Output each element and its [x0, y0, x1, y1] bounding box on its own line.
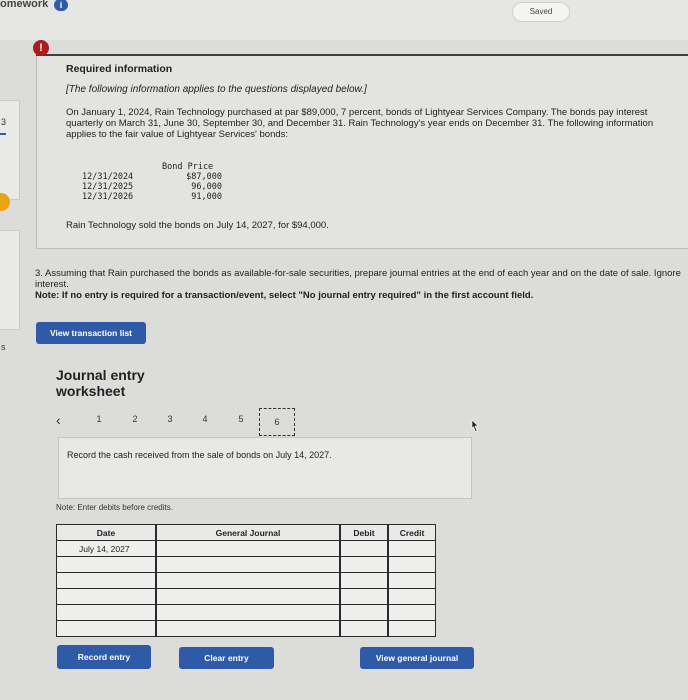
left-rail: [0, 40, 22, 700]
credit-cell[interactable]: [388, 604, 436, 621]
general-journal-column-header: General Journal: [156, 524, 340, 541]
question-note: Note: If no entry is required for a transaction/event, select "No journal entry required" in the first account field.: [35, 290, 534, 301]
entry-description-box: [58, 437, 472, 499]
credit-cell[interactable]: [388, 572, 436, 589]
table-header-row: [56, 524, 436, 541]
view-transaction-list-button[interactable]: View transaction list: [36, 322, 146, 344]
debit-column-header: Debit: [340, 524, 388, 541]
rail-label: s: [1, 342, 6, 352]
bond-date: 12/31/2025: [82, 182, 134, 192]
required-info-subtitle: [The following information applies to the questions displayed below.]: [66, 84, 367, 95]
bond-price-header: Bond Price: [162, 162, 214, 172]
account-cell[interactable]: [156, 572, 340, 589]
table-row: [56, 572, 436, 589]
date-cell[interactable]: [56, 588, 156, 605]
panel-divider: [36, 54, 688, 56]
date-column-header: Date: [56, 524, 156, 541]
top-bar: [0, 0, 688, 40]
debit-cell[interactable]: [340, 620, 388, 637]
date-cell[interactable]: [56, 620, 156, 637]
question-text: 3. Assuming that Rain purchased the bonds as available-for-sale securities, prepare journal entries at the end of each year and on the date of sale. Ignore interest.: [35, 268, 681, 290]
table-row: [56, 556, 436, 573]
enter-debits-note: Note: Enter debits before credits.: [56, 503, 173, 512]
account-cell[interactable]: [156, 620, 340, 637]
credit-cell[interactable]: [388, 556, 436, 573]
alert-icon: !: [33, 40, 49, 56]
rail-question-tab[interactable]: [0, 100, 20, 200]
date-cell[interactable]: [56, 572, 156, 589]
required-info-title: Required information: [66, 63, 173, 75]
account-cell[interactable]: [156, 588, 340, 605]
bond-date: 12/31/2026: [82, 192, 134, 202]
saved-indicator: Saved: [512, 2, 570, 22]
account-cell[interactable]: [156, 556, 340, 573]
table-row: [56, 620, 436, 637]
question: [35, 268, 688, 301]
credit-cell[interactable]: [388, 588, 436, 605]
required-info-paragraph: On January 1, 2024, Rain Technology purchased at par $89,000, 7 percent, bonds of Lightyear Services Company. The bonds pay interest quarterly on March 31, June 30, September 30, and December 31. Rain Technology's year ends on December 31. The following information applies to the fair value of Lightyear Services' bonds:: [66, 107, 654, 140]
account-cell[interactable]: [156, 604, 340, 621]
info-icon[interactable]: i: [54, 0, 68, 11]
record-entry-button[interactable]: Record entry: [57, 645, 151, 669]
debit-cell[interactable]: [340, 556, 388, 573]
table-row: [56, 604, 436, 621]
page-1[interactable]: 1: [96, 414, 102, 424]
bond-price: 96,000: [191, 182, 222, 192]
bond-prices: [172, 172, 222, 202]
mouse-cursor-icon: [470, 420, 480, 432]
bond-date: 12/31/2024: [82, 172, 134, 182]
sold-line: Rain Technology sold the bonds on July 14, 2027, for $94,000.: [66, 220, 329, 231]
rail-tab-2[interactable]: [0, 230, 20, 330]
credit-column-header: Credit: [388, 524, 436, 541]
page-5[interactable]: 5: [238, 414, 244, 424]
clear-entry-button[interactable]: Clear entry: [179, 647, 274, 669]
view-general-journal-button[interactable]: View general journal: [360, 647, 474, 669]
worksheet-heading: Journal entry worksheet: [56, 367, 145, 399]
date-cell[interactable]: [56, 604, 156, 621]
date-cell[interactable]: July 14, 2027: [56, 540, 156, 557]
bond-price: 91,000: [191, 192, 222, 202]
debit-cell[interactable]: [340, 540, 388, 557]
debit-cell[interactable]: [340, 588, 388, 605]
credit-cell[interactable]: [388, 540, 436, 557]
entry-description: Record the cash received from the sale of bonds on July 14, 2027.: [67, 450, 332, 460]
rail-question-number: 3: [1, 117, 7, 127]
page-3[interactable]: 3: [167, 414, 173, 424]
page-4[interactable]: 4: [202, 414, 208, 424]
account-cell[interactable]: [156, 540, 340, 557]
date-cell[interactable]: [56, 556, 156, 573]
page-2[interactable]: 2: [132, 414, 138, 424]
debit-cell[interactable]: [340, 604, 388, 621]
credit-cell[interactable]: [388, 620, 436, 637]
table-row: [56, 540, 436, 557]
rail-active-marker: [0, 133, 6, 135]
page-6-active[interactable]: 6: [259, 408, 295, 436]
chevron-left-icon[interactable]: ‹: [56, 412, 61, 428]
bond-dates: [82, 172, 162, 202]
homework-title: omework: [0, 0, 49, 10]
bond-price: $87,000: [186, 172, 222, 182]
table-row: [56, 588, 436, 605]
debit-cell[interactable]: [340, 572, 388, 589]
